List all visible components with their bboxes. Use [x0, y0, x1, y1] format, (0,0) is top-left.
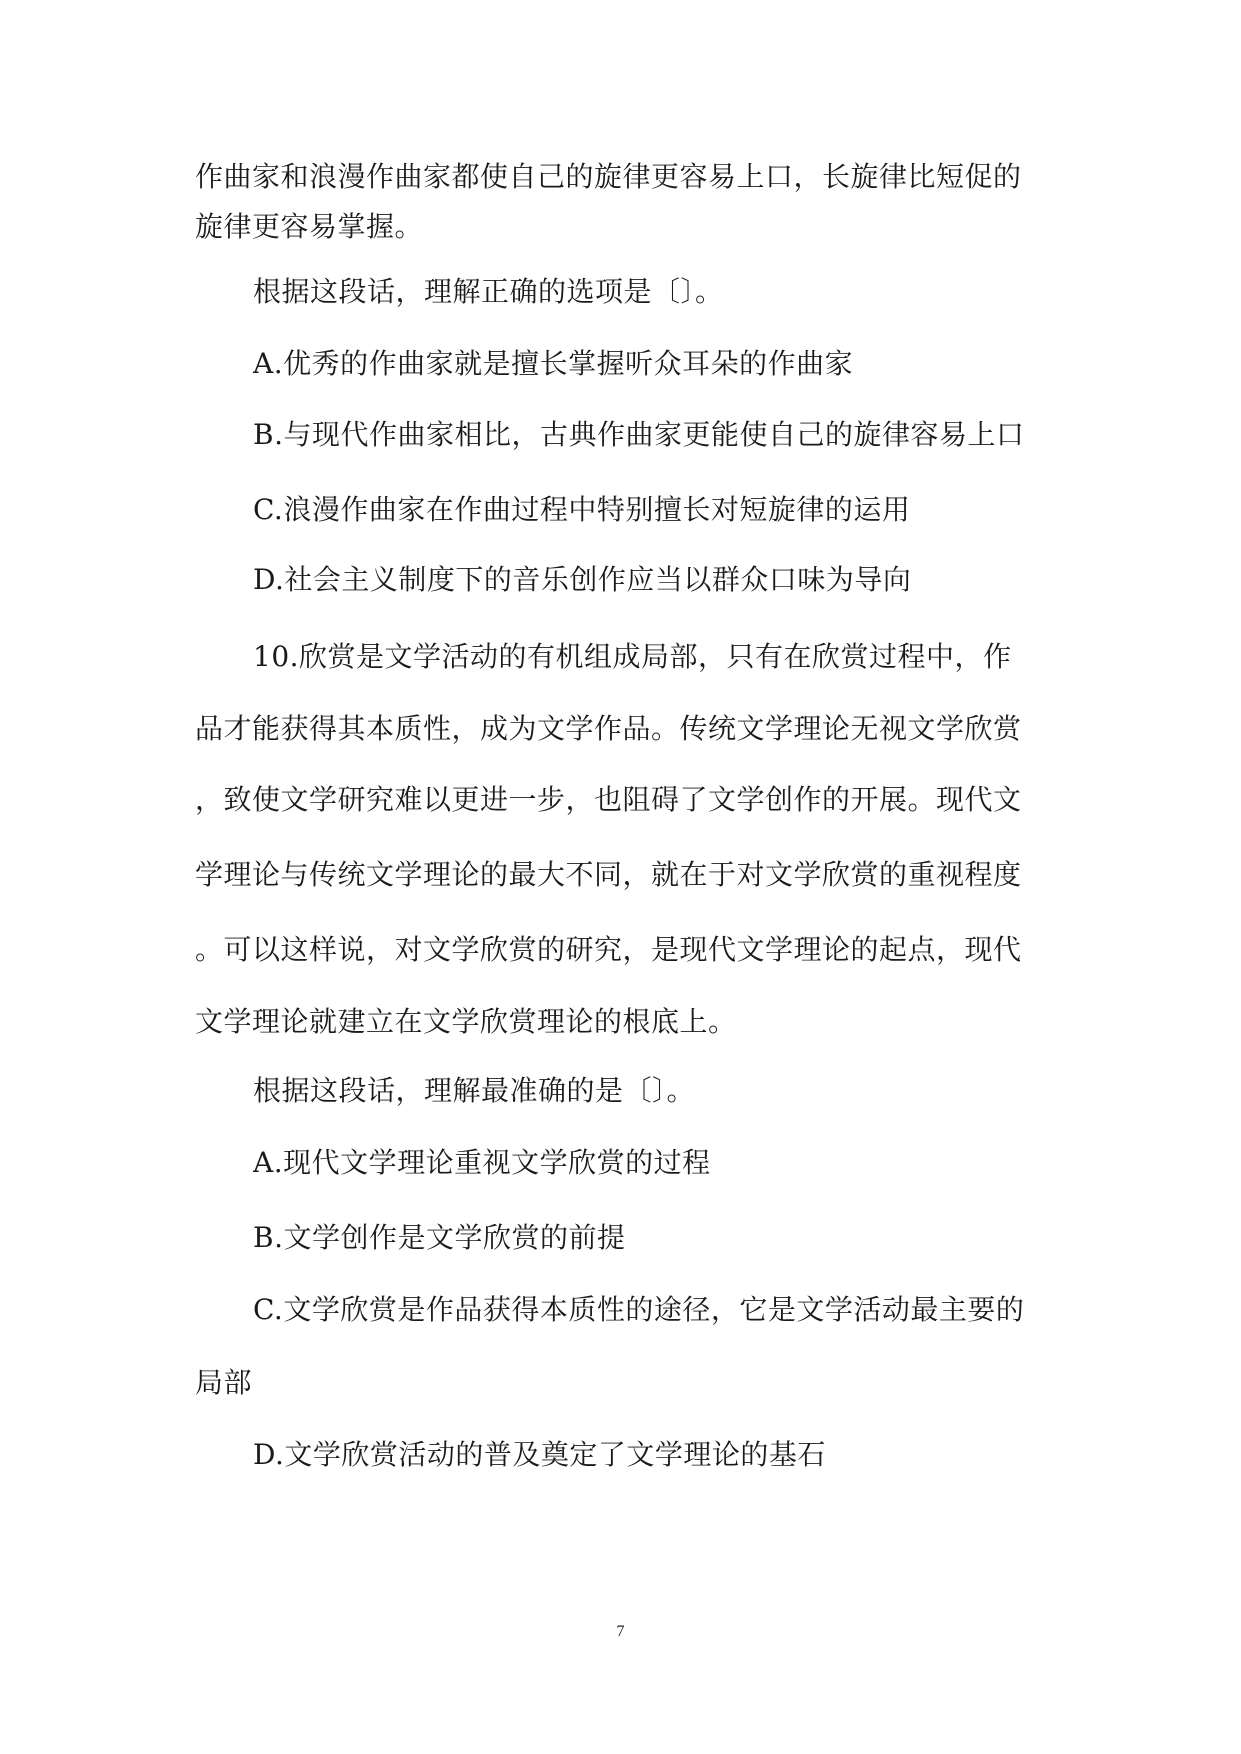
option-a: A.现代文学理论重视文学欣赏的过程 [253, 1146, 711, 1179]
option-b: B.文学创作是文学欣赏的前提 [253, 1221, 626, 1254]
option-d: D.社会主义制度下的音乐创作应当以群众口味为导向 [253, 563, 912, 596]
question-prompt: 根据这段话，理解最准确的是〔〕。 [253, 1074, 696, 1107]
option-d: D.文学欣赏活动的普及奠定了文学理论的基石 [253, 1438, 826, 1471]
text-line: 。可以这样说，对文学欣赏的研究，是现代文学理论的起点，现代 [195, 933, 1022, 966]
question-prompt: 根据这段话，理解正确的选项是〔〕。 [253, 275, 724, 308]
option-c: C.浪漫作曲家在作曲过程中特别擅长对短旋律的运用 [253, 493, 911, 526]
option-a: A.优秀的作曲家就是擅长掌握听众耳朵的作曲家 [253, 347, 854, 380]
option-c: C.文学欣赏是作品获得本质性的途径，它是文学活动最主要的 [253, 1293, 1025, 1326]
page-number: 7 [616, 1623, 625, 1640]
question-10-text: 10.欣赏是文学活动的有机组成局部，只有在欣赏过程中，作 [253, 640, 1012, 673]
text-line: 旋律更容易掌握。 [195, 210, 424, 243]
text-line: 文学理论就建立在文学欣赏理论的根底上。 [195, 1005, 737, 1038]
text-line: 作曲家和浪漫作曲家都使自己的旋律更容易上口，长旋律比短促的 [195, 160, 1022, 193]
text-line: ，致使文学研究难以更进一步，也阻碍了文学创作的开展。现代文 [195, 783, 1022, 816]
text-line: 学理论与传统文学理论的最大不同，就在于对文学欣赏的重视程度 [195, 858, 1022, 891]
option-c-continued: 局部 [195, 1366, 253, 1399]
option-b: B.与现代作曲家相比，古典作曲家更能使自己的旋律容易上口 [253, 418, 1025, 451]
text-line: 品才能获得其本质性，成为文学作品。传统文学理论无视文学欣赏 [195, 712, 1022, 745]
